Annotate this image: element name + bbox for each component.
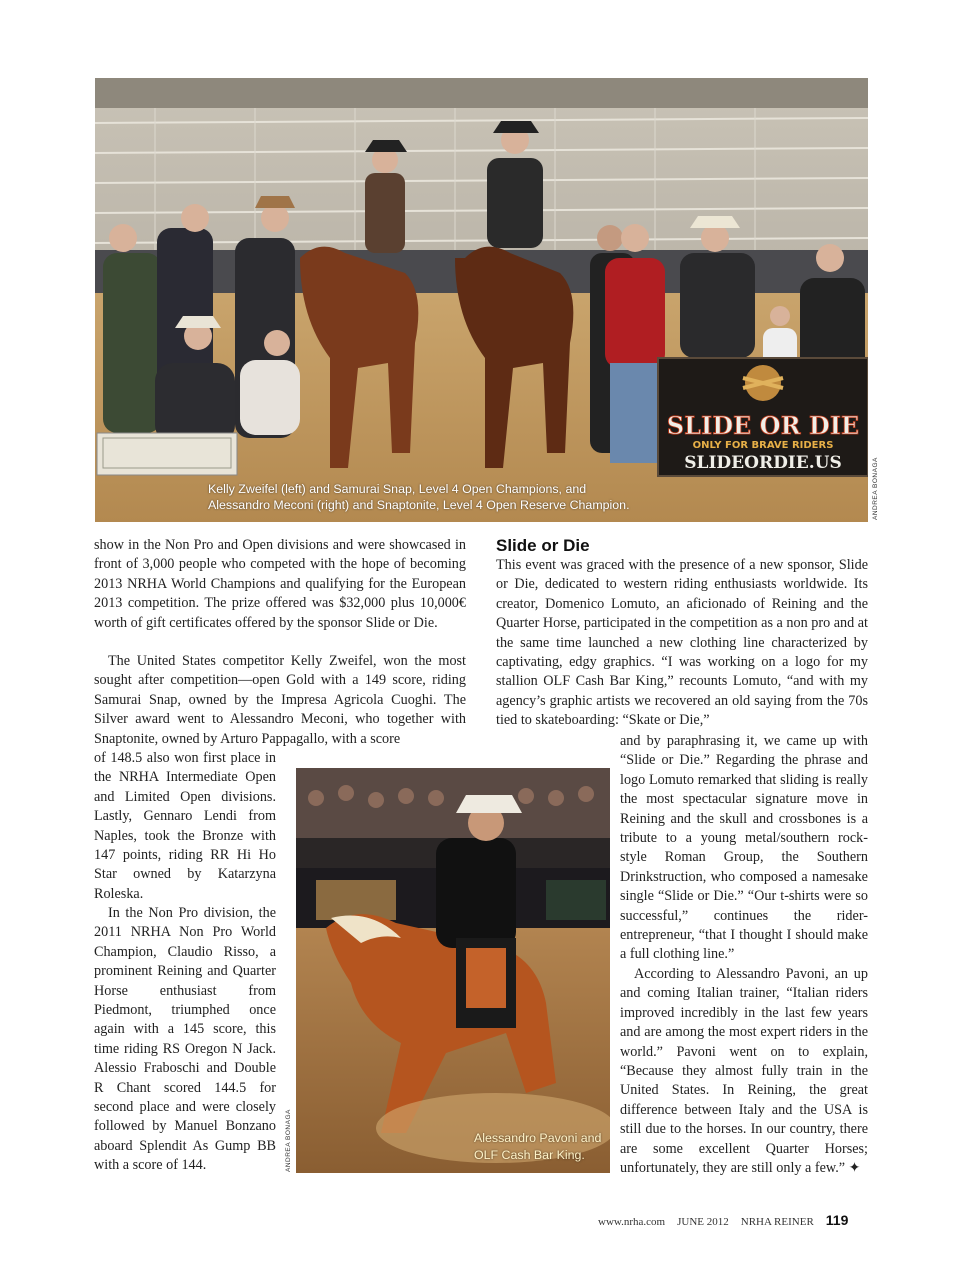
- left-para-1: show in the Non Pro and Open divisions and were showcased in front of 3,000 people who competed with the hope of becoming 2013 NRHA World Champions and qualifying for the European 2013 competition. The prize offered was $32,000 plus 10,000€ worth of gift certificates offered by the sponsor Slide or Die.: [94, 537, 466, 631]
- top-photo-caption: [208, 481, 630, 513]
- footer-issue: JUNE 2012: [677, 1216, 729, 1228]
- mid-caption-line-1: Alessandro Pavoni and: [474, 1131, 602, 1145]
- footer: [598, 1212, 848, 1228]
- left-para-2-top: The United States competitor Kelly Zweifel, won the most sought after competition—open Gold with a 149 score, riding Samurai Snap, owned by the Impresa Agricola Cuoghi. The Silver award went to Alessandro Meconi, who together with Snaptonite, owned by Arturo Pappagallo, with a score: [94, 653, 466, 747]
- right-para-2: According to Alessandro Pavoni, an up and coming Italian trainer, “Italian riders improved incredibly in the last few years and are among the most expert riders in the world.” Pavoni went on to explain, “Because they almost fully train in the United States. In Reining, the great difference between Italy and the USA is still due to the horses. In our country, there are some excellent Quarter Horses; unfortunately, they are still only a few.” ✦: [620, 966, 868, 1177]
- banner-url: SLIDEORDIE.US: [684, 453, 842, 473]
- mid-caption-line-2: OLF Cash Bar King.: [474, 1148, 585, 1162]
- banner-title: SLIDE OR DIE: [666, 411, 860, 440]
- top-photo-credit: ANDREA BONAGA: [872, 457, 879, 520]
- mid-photo-credit: ANDREA BONAGA: [285, 1109, 292, 1172]
- top-photo-image: [95, 78, 868, 522]
- right-para-1-top: This event was graced with the presence of a new sponsor, Slide or Die, dedicated to western riding enthusiasts worldwide. Its creator, Domenico Lomuto, an aficionado of Reining and the Quarter Horse, participated in the competition as a non pro and at the same time launched a new clothing line characterized by captivating, edgy graphics. “I was working on a logo for my stallion OLF Cash Bar King,” recounts Lomuto, “and with my agency’s graphic artists we recovered an old saying from the 70s tied to skateboarding: “Skate or Die,”: [496, 557, 868, 729]
- mid-photo-caption: [474, 1130, 601, 1164]
- right-para-1-narrow: and by paraphrasing it, we came up with “Slide or Die.” Regarding the phrase and logo Lomuto remarked that sliding is really the most spectacular signature move in Reining and the skull and crossbones is a tribute to a young metal/southern rock-style Roman Group, the Southern Drinkstruction, who composed a namesake single “Slide or Die.” “Our t-shirts were so successful,” continues the rider-entrepreneur, “that I thought I should make a full clothing line.”: [620, 733, 868, 963]
- left-para-2-narrow: of 148.5 also won first place in the NRHA Intermediate Open and Limited Open divisions. Lastly, Gennaro Lendi from Naples, took the Bronze with 147 points, riding RR Hi Ho Star owned by Katarzyna Roleska.: [94, 750, 276, 902]
- mid-photo-image: [296, 768, 610, 1173]
- footer-magazine: NRHA REINER: [740, 1216, 814, 1228]
- left-para-3: In the Non Pro division, the 2011 NRHA Non Pro World Champion, Claudio Risso, a prominent Reining and Quarter Horse enthusiast from Piedmont, triumphed once again with a 145 score, this time riding RS Oregon N Jack. Alessio Fraboschi and Double R Chant scored 144.5 for second place and were closely followed by Manuel Bonzano aboard Splendit As Gump BB with a score of 144.: [94, 905, 276, 1174]
- top-caption-line-2: Alessandro Meconi (right) and Snaptonite, Level 4 Open Reserve Champion.: [208, 498, 630, 512]
- section-heading: Slide or Die: [496, 536, 590, 555]
- banner-tagline: ONLY FOR BRAVE RIDERS: [692, 440, 834, 451]
- top-photo: [95, 78, 868, 522]
- top-caption-line-1: Kelly Zweifel (left) and Samurai Snap, Level 4 Open Champions, and: [208, 482, 587, 496]
- page-number: 119: [825, 1212, 849, 1228]
- mid-photo: [296, 768, 610, 1173]
- footer-site: www.nrha.com: [598, 1216, 666, 1228]
